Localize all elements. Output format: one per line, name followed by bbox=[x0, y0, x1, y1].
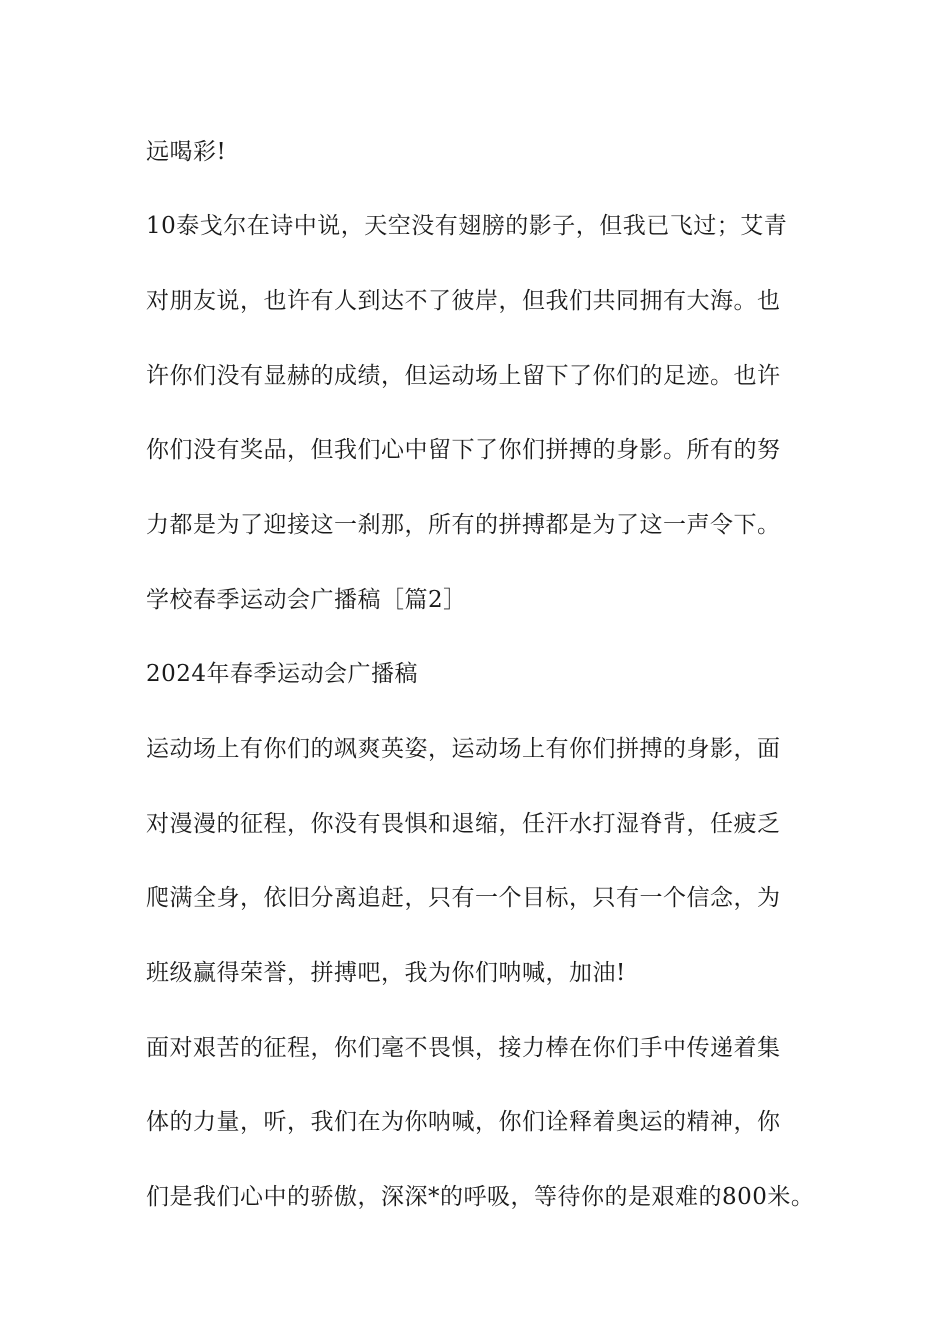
text-line: 你们没有奖品，但我们心中留下了你们拼搏的身影。所有的努 bbox=[146, 437, 781, 463]
text-line: 对漫漫的征程，你没有畏惧和退缩，任汗水打湿脊背，任疲乏 bbox=[146, 811, 781, 837]
section-heading: 学校春季运动会广播稿［篇2］ bbox=[146, 587, 467, 613]
text-line: 体的力量，听，我们在为你呐喊，你们诠释着奥运的精神，你 bbox=[146, 1109, 781, 1135]
text-line: 许你们没有显赫的成绩，但运动场上留下了你们的足迹。也许 bbox=[146, 363, 781, 389]
article-title: 2024年春季运动会广播稿 bbox=[146, 661, 419, 687]
text-line: 面对艰苦的征程，你们毫不畏惧，接力棒在你们手中传递着集 bbox=[146, 1035, 781, 1061]
text-line: 爬满全身，依旧分离追赶，只有一个目标，只有一个信念，为 bbox=[146, 885, 781, 911]
text-line: 运动场上有你们的飒爽英姿，运动场上有你们拼搏的身影，面 bbox=[146, 736, 781, 762]
text-line: 们是我们心中的骄傲，深深*的呼吸，等待你的是艰难的800米。 bbox=[146, 1184, 815, 1210]
text-line: 对朋友说，也许有人到达不了彼岸，但我们共同拥有大海。也 bbox=[146, 288, 781, 314]
text-line: 10泰戈尔在诗中说，天空没有翅膀的影子，但我已飞过；艾青 bbox=[146, 213, 788, 239]
text-line: 远喝彩! bbox=[146, 139, 227, 165]
text-line: 力都是为了迎接这一刹那，所有的拼搏都是为了这一声令下。 bbox=[146, 512, 781, 538]
text-line: 班级赢得荣誉，拼搏吧，我为你们呐喊，加油! bbox=[146, 960, 626, 986]
